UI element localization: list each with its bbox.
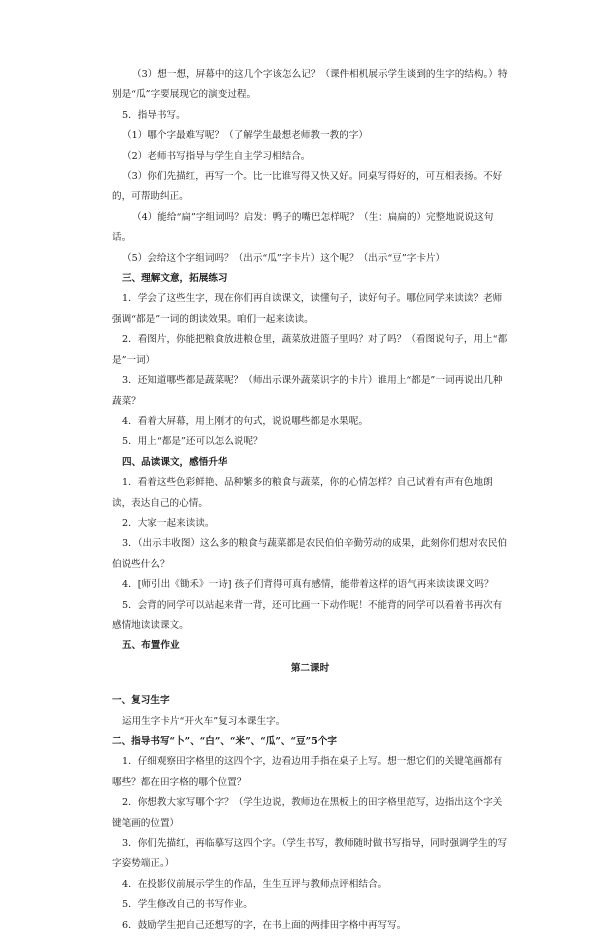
paragraph: 2．大家一起来读读。: [122, 517, 215, 529]
paragraph: 4．看着大屏幕，用上刚才的句式，说说哪些都是水果呢。: [122, 415, 368, 427]
lesson-title: 第二课时: [290, 662, 330, 674]
paragraph: 1．仔细观察田字格里的这四个字，边看边用手指在桌子上写。想一想它们的关键笔画都有哪些？都在田字格的哪个位置？: [112, 756, 503, 788]
paragraph: 3．你们先描红，再临摹写这四个字。（学生书写，教师随时做书写指导，同时强调学生的写字姿势端正。）: [112, 838, 508, 870]
paragraph: 1．学会了这些生字，现在你们再自读课文，读懂句子，读好句子。哪位同学来读读？老师强调“都是”一词的朗读效果。咱们一起来读读。: [112, 293, 503, 325]
paragraph: （3）你们先描红，再写一个。比一比谁写得又快又好。同桌写得好的，可互相表扬。不好的，可帮助纠正。: [112, 171, 503, 203]
paragraph: 3．还知道哪些都是蔬菜呢？（师出示课外蔬菜识字的卡片）谁用上“都是”一词再说出几种蔬菜？: [112, 375, 503, 407]
section-heading: 一、复习生字: [112, 695, 170, 707]
paragraph: 5．学生修改自己的书写作业。: [122, 899, 253, 911]
paragraph: 2．你想教大家写哪个字？（学生边说，教师边在黑板上的田字格里范写，边指出这个字关键笔画的位置）: [112, 797, 503, 829]
paragraph: （2）老师书写指导与学生自主学习相结合。: [122, 150, 311, 162]
paragraph: 2．看图片，你能把粮食放进粮仓里，蔬菜放进篮子里吗？对了吗？（看图说句子，用上“都是”一词）: [112, 334, 508, 366]
paragraph: 6．鼓励学生把自己还想写的字，在书上面的两排田字格中再写写。: [122, 919, 407, 931]
paragraph: 4．[师引出《锄禾》一诗] 孩子们背得可真有感情，能带着这样的语气再来读读课文吗？: [122, 579, 494, 591]
paragraph: 运用生字卡片“开火车”复习本课生字。: [122, 715, 286, 727]
section-heading: 三、理解文意，拓展练习: [122, 273, 228, 285]
paragraph: 5．会背的同学可以站起来背一背，还可比画一下动作呢！不能背的同学可以看着书再次有感情地读读课文。: [112, 599, 503, 631]
paragraph: 5．用上“都是”还可以怎么说呢？: [122, 436, 263, 448]
paragraph: （5）会给这个字组词吗？（出示“瓜”字卡片）这个呢？（出示“豆”字卡片）: [122, 252, 446, 264]
paragraph: （4）能给“扁”字组词吗？启发：鸭子的嘴巴怎样呢？（生：扁扁的）完整地说说这句话。: [112, 211, 494, 244]
section-heading: 四、品读课文，感悟升华: [122, 456, 228, 468]
paragraph: （3）想一想，屏幕中的这几个字该怎么记？（课件相机展示学生谈到的生字的结构。）特别是“瓜”字要展现它的演变过程。: [112, 69, 508, 101]
paragraph: 4．在投影仪前展示学生的作品，生生互评与教师点评相结合。: [122, 878, 388, 890]
document-body: [112, 65, 508, 936]
section-heading: 五、布置作业: [122, 640, 180, 652]
paragraph: 5．指导书写。: [122, 109, 186, 121]
paragraph: 3．（出示丰收图）这么多的粮食与蔬菜都是农民伯伯辛勤劳动的成果，此刻你们想对农民伯伯说些什么？: [112, 538, 508, 570]
paragraph: 1．看着这些色彩鲜艳、品种繁多的粮食与蔬菜，你的心情怎样？自己试着有声有色地朗读，表达自己的心情。: [112, 477, 493, 509]
section-heading: 二、指导书写“卜”、“白”、“米”、“瓜”、“豆”5个字: [112, 736, 337, 747]
paragraph: （1）哪个字最难写呢？（了解学生最想老师教一教的字）: [122, 130, 368, 142]
